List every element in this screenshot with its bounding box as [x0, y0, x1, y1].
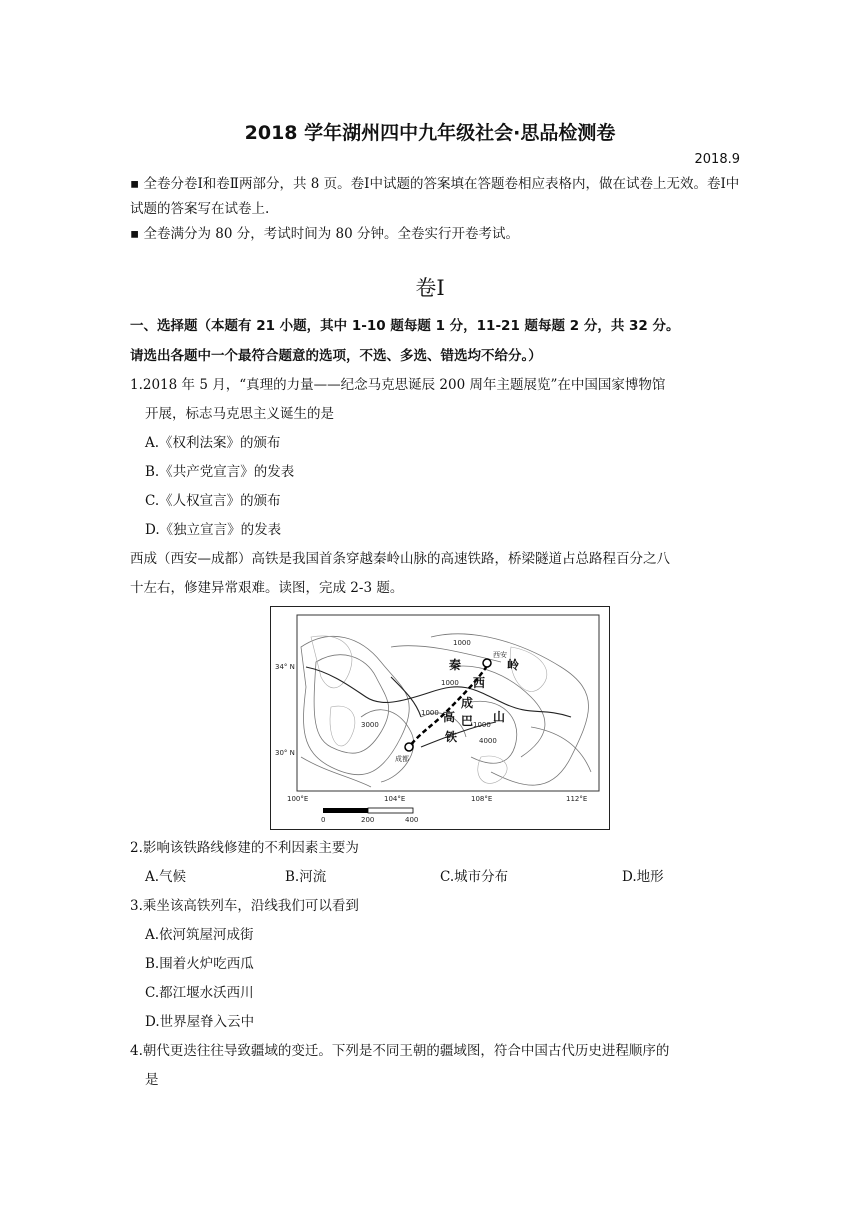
- q1-option-a: A.《权利法案》的颁布: [145, 435, 281, 451]
- contour-label-2: 1000: [441, 679, 459, 687]
- q2-option-d: D.地形: [622, 869, 664, 885]
- q1-stem-line-1: 1.2018 年 5 月，“真理的力量——纪念马克思诞辰 200 周年主题展览”在中国国家博物馆: [130, 377, 666, 393]
- region-char-7: 高: [443, 710, 456, 724]
- q3-option-a: A.依河筑屋河成街: [145, 927, 254, 943]
- city-label-xian: 西安: [493, 651, 507, 659]
- map-svg: [271, 607, 609, 829]
- scale-label-200: 200: [361, 816, 375, 824]
- q1-option-b: B.《共产党宣言》的发表: [145, 464, 295, 480]
- region-char-1: 秦: [449, 658, 462, 672]
- region-char-4: 成: [461, 696, 474, 710]
- note-1: ▪ 全卷分卷Ⅰ和卷Ⅱ两部分，共 8 页。卷Ⅰ中试题的答案填在答题卷相应表格内，做在试卷上无效。卷Ⅰ中试题的答案写在试卷上.: [130, 176, 740, 217]
- region-char-2: 岭: [507, 658, 520, 672]
- page-title: 2018 学年湖州四中九年级社会·思品检测卷: [244, 122, 616, 144]
- instructions-line-1: 一、选择题（本题有 21 小题，其中 1-10 题每题 1 分，11-21 题每题 2 分，共 32 分。: [130, 318, 680, 334]
- region-char-3: 西: [473, 676, 486, 690]
- chengdu-city-marker: [405, 743, 413, 751]
- q3-option-d: D.世界屋脊入云中: [145, 1014, 255, 1030]
- q2-stem: 2.影响该铁路线修建的不利因素主要为: [130, 840, 359, 856]
- exam-notes: [130, 172, 740, 247]
- topographic-map: [270, 606, 610, 830]
- lat-label-34: 34° N: [275, 663, 295, 671]
- q4-stem-line-1: 4.朝代更迭往往导致疆域的变迁。下列是不同王朝的疆域图，符合中国古代历史进程顺序的: [130, 1043, 670, 1059]
- q2-option-b: B.河流: [285, 869, 327, 885]
- section-title: 卷Ⅰ: [415, 276, 445, 300]
- scale-label-400: 400: [405, 816, 419, 824]
- contour-label-1: 1000: [453, 639, 471, 647]
- passage-line-1: 西成（西安—成都）高铁是我国首条穿越秦岭山脉的高速铁路，桥梁隧道占总路程百分之八: [130, 551, 670, 567]
- q4-stem-line-2: 是: [145, 1072, 159, 1088]
- q2-option-a: A.气候: [145, 869, 187, 885]
- contour-label-4: 1000: [473, 721, 491, 729]
- note-2: ▪ 全卷满分为 80 分，考试时间为 80 分钟。全卷实行开卷考试。: [130, 226, 519, 242]
- contour-label-5: 3000: [361, 721, 379, 729]
- passage-line-2: 十左右，修建异常艰难。读图，完成 2-3 题。: [130, 580, 404, 596]
- region-char-6: 山: [493, 710, 506, 724]
- lon-label-100: 100°E: [287, 795, 309, 803]
- scale-bar: [321, 808, 418, 824]
- contour-label-6: 4000: [479, 737, 497, 745]
- q2-option-c: C.城市分布: [440, 869, 509, 885]
- lon-label-108: 108°E: [471, 795, 493, 803]
- region-char-5: 巴: [461, 714, 474, 728]
- city-label-chengdu: 成都: [395, 755, 409, 763]
- contour-label-3: 1000: [421, 709, 439, 717]
- q1-option-c: C.《人权宣言》的颁布: [145, 493, 281, 509]
- q3-stem: 3.乘坐该高铁列车，沿线我们可以看到: [130, 898, 359, 914]
- xian-city-marker: [483, 659, 491, 667]
- region-char-8: 铁: [445, 730, 458, 744]
- q1-option-d: D.《独立宣言》的发表: [145, 522, 282, 538]
- q3-option-b: B.围着火炉吃西瓜: [145, 956, 254, 972]
- q3-option-c: C.都江堰水沃西川: [145, 985, 254, 1001]
- q1-stem-line-2: 开展，标志马克思主义诞生的是: [145, 406, 334, 422]
- scale-label-0: 0: [321, 816, 326, 824]
- lat-label-30: 30° N: [275, 749, 295, 757]
- lon-label-104: 104°E: [384, 795, 406, 803]
- exam-date: 2018.9: [694, 152, 740, 167]
- instructions-line-2: 请选出各题中一个最符合题意的选项，不选、多选、错选均不给分。）: [130, 348, 542, 364]
- lon-label-112: 112°E: [566, 795, 588, 803]
